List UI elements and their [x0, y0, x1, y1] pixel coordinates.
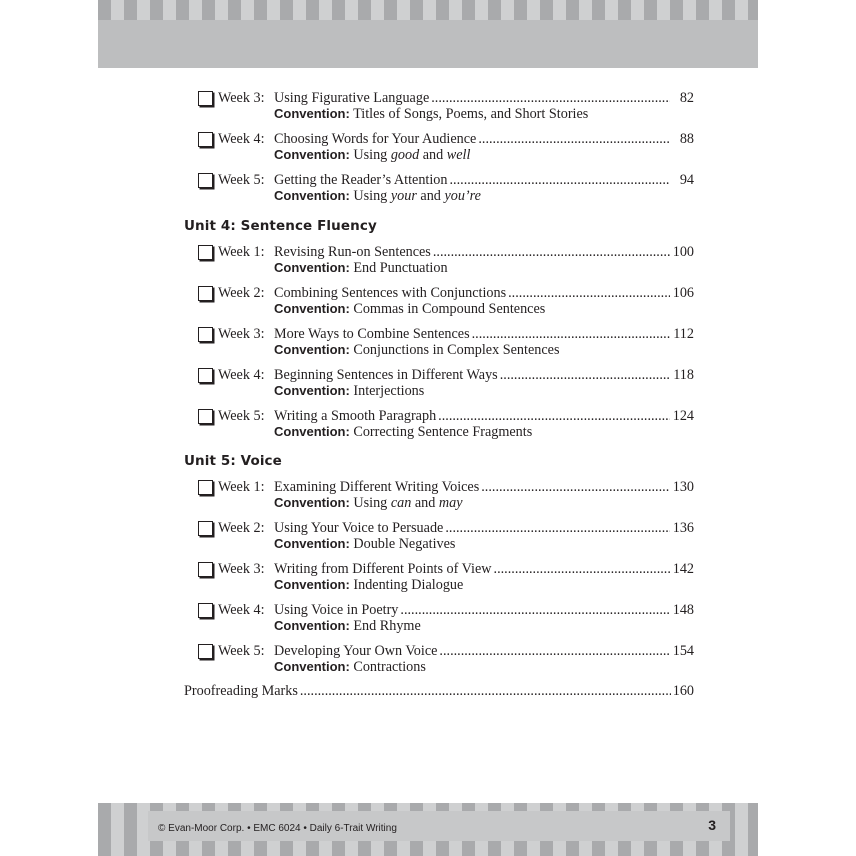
- topic: Revising Run-on Sentences: [274, 244, 431, 260]
- convention: Using can and may: [353, 495, 463, 511]
- toc-entry[interactable]: [184, 90, 694, 124]
- page-number: 112: [673, 326, 694, 342]
- convention-label: Convention:: [274, 260, 350, 275]
- convention-label: Convention:: [274, 383, 350, 398]
- week-label: Week 2:: [218, 285, 265, 301]
- week-label: Week 4:: [218, 131, 265, 147]
- topic: Using Figurative Language: [274, 90, 430, 106]
- page-number: 106: [672, 285, 694, 301]
- toc-entry[interactable]: [184, 561, 694, 595]
- topic: Getting the Reader’s Attention: [274, 172, 448, 188]
- week-label: Week 3:: [218, 561, 265, 577]
- convention-label: Convention:: [274, 342, 350, 357]
- page-number: 88: [679, 131, 694, 147]
- toc-entry[interactable]: [184, 643, 694, 677]
- week-label: Week 4:: [218, 367, 265, 383]
- toc-entry[interactable]: [184, 285, 694, 319]
- week-label: Week 3:: [218, 90, 265, 106]
- topic: Combining Sentences with Conjunctions: [274, 285, 507, 301]
- toc-entry[interactable]: [184, 172, 694, 206]
- convention-label: Convention:: [274, 536, 350, 551]
- checkbox[interactable]: [198, 327, 213, 342]
- convention-label: Convention:: [274, 147, 350, 162]
- convention-label: Convention:: [274, 424, 350, 439]
- checkbox[interactable]: [198, 173, 213, 188]
- convention: Commas in Compound Sentences: [353, 301, 546, 317]
- checkbox[interactable]: [198, 132, 213, 147]
- toc-entry[interactable]: [184, 326, 694, 360]
- topic: Choosing Words for Your Audience: [274, 131, 477, 147]
- convention: Using good and well: [353, 147, 471, 163]
- proofreading-label: Proofreading Marks: [184, 683, 298, 699]
- toc-entry[interactable]: [184, 244, 694, 278]
- week-label: Week 1:: [218, 244, 265, 260]
- unit-heading: Unit 5: Voice: [184, 453, 282, 469]
- checkbox[interactable]: [198, 91, 213, 106]
- convention: Contractions: [353, 659, 426, 675]
- toc-entry[interactable]: [184, 520, 694, 554]
- page-number: 136: [672, 520, 694, 536]
- toc-entry[interactable]: [184, 131, 694, 165]
- checkbox[interactable]: [198, 368, 213, 383]
- convention: Double Negatives: [353, 536, 456, 552]
- page-number: 118: [673, 367, 694, 383]
- header-stripes: [98, 0, 758, 20]
- checkbox[interactable]: [198, 521, 213, 536]
- convention-label: Convention:: [274, 301, 350, 316]
- unit-heading: Unit 4: Sentence Fluency: [184, 218, 377, 234]
- topic: Writing a Smooth Paragraph: [274, 408, 437, 424]
- footer-page-number: 3: [708, 817, 716, 833]
- page-number: 142: [672, 561, 694, 577]
- checkbox[interactable]: [198, 409, 213, 424]
- week-label: Week 5:: [218, 643, 265, 659]
- week-label: Week 4:: [218, 602, 265, 618]
- checkbox[interactable]: [198, 245, 213, 260]
- week-label: Week 1:: [218, 479, 265, 495]
- convention-label: Convention:: [274, 495, 350, 510]
- toc-entry[interactable]: [184, 479, 694, 513]
- convention: Indenting Dialogue: [353, 577, 464, 593]
- page-number: 94: [679, 172, 694, 188]
- week-label: Week 5:: [218, 408, 265, 424]
- page: [98, 0, 758, 856]
- topic: Using Your Voice to Persuade: [274, 520, 444, 536]
- convention: Correcting Sentence Fragments: [353, 424, 533, 440]
- convention-label: Convention:: [274, 188, 350, 203]
- convention: Interjections: [353, 383, 425, 399]
- checkbox[interactable]: [198, 480, 213, 495]
- checkbox[interactable]: [198, 603, 213, 618]
- page-number: 124: [672, 408, 694, 424]
- page-number: 148: [672, 602, 694, 618]
- convention-label: Convention:: [274, 106, 350, 121]
- page-number: 130: [672, 479, 694, 495]
- convention: Using your and you’re: [353, 188, 481, 204]
- page-number: 154: [672, 643, 694, 659]
- topic: Beginning Sentences in Different Ways: [274, 367, 498, 383]
- footer-credit: © Evan-Moor Corp. • EMC 6024 • Daily 6-Trait Writing: [158, 823, 397, 834]
- convention-label: Convention:: [274, 618, 350, 633]
- topic: Writing from Different Points of View: [274, 561, 492, 577]
- convention-label: Convention:: [274, 577, 350, 592]
- page-number: 82: [679, 90, 694, 106]
- page-number: 100: [672, 244, 694, 260]
- week-label: Week 2:: [218, 520, 265, 536]
- toc-entry-proofreading[interactable]: [184, 683, 694, 700]
- toc-entry[interactable]: [184, 602, 694, 636]
- convention-label: Convention:: [274, 659, 350, 674]
- topic: Developing Your Own Voice: [274, 643, 438, 659]
- checkbox[interactable]: [198, 562, 213, 577]
- topic: More Ways to Combine Sentences: [274, 326, 470, 342]
- toc-entry[interactable]: [184, 408, 694, 442]
- footer-band: [98, 803, 758, 856]
- header-band: [98, 0, 758, 68]
- page-number: 160: [672, 683, 694, 699]
- checkbox[interactable]: [198, 286, 213, 301]
- week-label: Week 3:: [218, 326, 265, 342]
- week-label: Week 5:: [218, 172, 265, 188]
- topic: Examining Different Writing Voices: [274, 479, 480, 495]
- toc-entry[interactable]: [184, 367, 694, 401]
- convention: Titles of Songs, Poems, and Short Stories: [353, 106, 589, 122]
- convention: End Rhyme: [353, 618, 421, 634]
- checkbox[interactable]: [198, 644, 213, 659]
- topic: Using Voice in Poetry: [274, 602, 399, 618]
- convention: Conjunctions in Complex Sentences: [353, 342, 560, 358]
- convention: End Punctuation: [353, 260, 448, 276]
